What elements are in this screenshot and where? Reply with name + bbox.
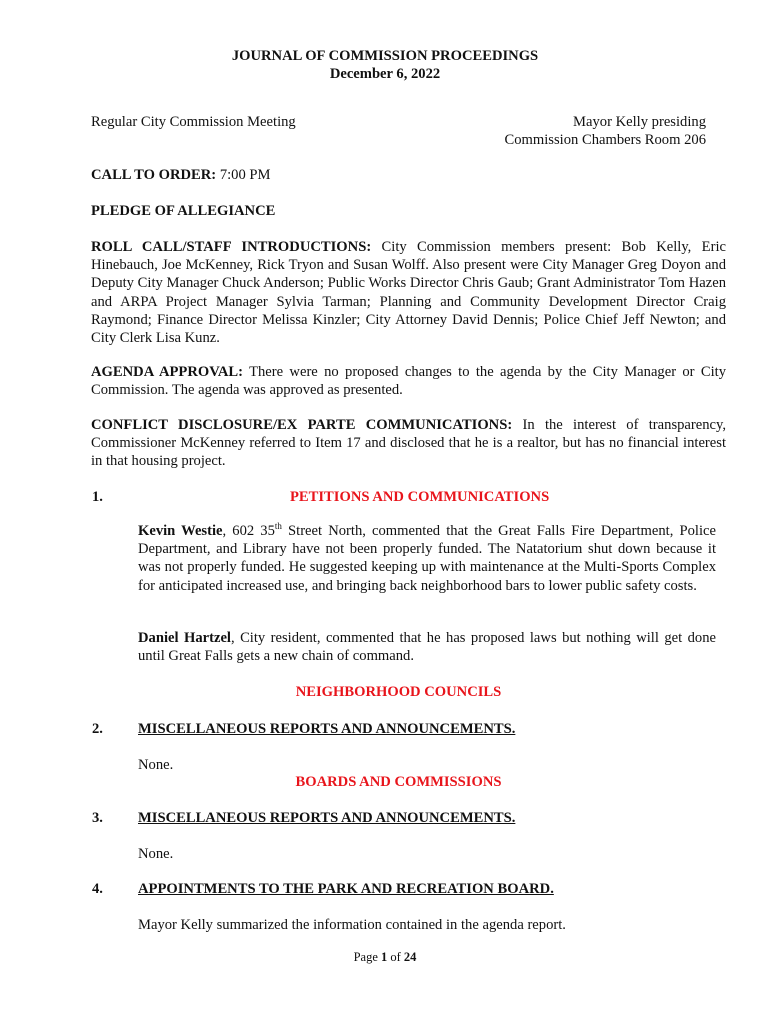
meeting-presiding: Mayor Kelly presiding	[573, 114, 706, 130]
call-to-order-time: 7:00 PM	[216, 167, 271, 183]
call-to-order	[91, 166, 726, 184]
page-footer	[0, 948, 770, 966]
item-number-1: 1.	[92, 489, 103, 505]
agenda-approval-paragraph	[91, 363, 726, 399]
item-4-body: Mayor Kelly summarized the information contained in the agenda report.	[138, 917, 566, 933]
meeting-info	[505, 113, 706, 149]
footer-page-total: 24	[403, 950, 417, 964]
document-title: JOURNAL OF COMMISSION PROCEEDINGS	[231, 48, 539, 64]
petition-daniel-hartzel	[138, 629, 716, 665]
footer-page-number: 1	[381, 950, 388, 964]
conflict-paragraph	[91, 416, 726, 471]
roll-call-text: City Commission members present: Bob Kelly, Eric Hinebauch, Joe McKenney, Rick Tryon and Susan Wolff. Also present were City Manager Greg Doyon and Deputy City Manager Chuck Anderson; Public Works Director Chris Gaub; Grant Administrator Tom Hazen and ARPA Project Manager Sylvia Tarman; Planning and Community Development Director Craig Raymond; Finance Director Melissa Kinzler; City Attorney David Dennis; Police Chief Jeff Newton; and City Clerk Lisa Kunz.	[91, 239, 726, 347]
speaker-comment: , City resident, commented that he has proposed laws but nothing will get done until Great Falls gets a new chain of command.	[138, 630, 716, 665]
section-petitions-title: PETITIONS AND COMMUNICATIONS	[290, 489, 550, 505]
conflict-label: CONFLICT DISCLOSURE/EX PARTE COMMUNICATIONS:	[91, 417, 513, 433]
item-3-title: MISCELLANEOUS REPORTS AND ANNOUNCEMENTS.	[138, 810, 516, 826]
item-4-title: APPOINTMENTS TO THE PARK AND RECREATION BOARD.	[138, 881, 554, 897]
item-number-4: 4.	[92, 881, 103, 897]
pledge-heading: PLEDGE OF ALLEGIANCE	[91, 203, 276, 219]
speaker-address: , 602 35	[222, 523, 275, 539]
ordinal-suffix: th	[274, 521, 282, 532]
agenda-approval-label: AGENDA APPROVAL:	[91, 364, 244, 380]
roll-call-paragraph	[91, 238, 726, 347]
call-to-order-label: CALL TO ORDER:	[91, 167, 217, 183]
agenda-approval-text: There were no proposed changes to the agenda by the City Manager or City Commission. The agenda was approved as presented.	[91, 364, 727, 399]
petition-kevin-westie	[138, 522, 716, 595]
footer-of-label: of	[387, 950, 404, 964]
conflict-text: In the interest of transparency, Commissioner McKenney referred to Item 17 and disclosed that he is a realtor, but has no financial interest in that housing project.	[91, 417, 727, 470]
document-date: December 6, 2022	[329, 66, 441, 82]
speaker-name: Kevin Westie	[138, 523, 223, 539]
item-3-body: None.	[138, 846, 174, 862]
item-number-3: 3.	[92, 810, 103, 826]
meeting-location: Commission Chambers Room 206	[504, 132, 706, 149]
roll-call-label: ROLL CALL/STAFF INTRODUCTIONS:	[91, 239, 372, 255]
item-number-2: 2.	[92, 721, 103, 737]
item-2-body: None.	[138, 757, 174, 773]
boards-commissions-title: BOARDS AND COMMISSIONS	[295, 774, 502, 790]
speaker-comment: Street North, commented that the Great Falls Fire Department, Police Department, and Library have not been properly funded. The Natatorium shut down because it was not properly funded. He suggested keeping up with maintenance at the Multi-Sports Complex for anticipated increased use, and bringing back neighborhood bars to lower public safety costs.	[138, 523, 716, 594]
meeting-type: Regular City Commission Meeting	[91, 114, 296, 130]
item-2-title: MISCELLANEOUS REPORTS AND ANNOUNCEMENTS.	[138, 721, 516, 737]
footer-page-label: Page	[353, 950, 381, 964]
neighborhood-councils-title: NEIGHBORHOOD COUNCILS	[295, 684, 502, 700]
speaker-name: Daniel Hartzel	[138, 630, 231, 646]
